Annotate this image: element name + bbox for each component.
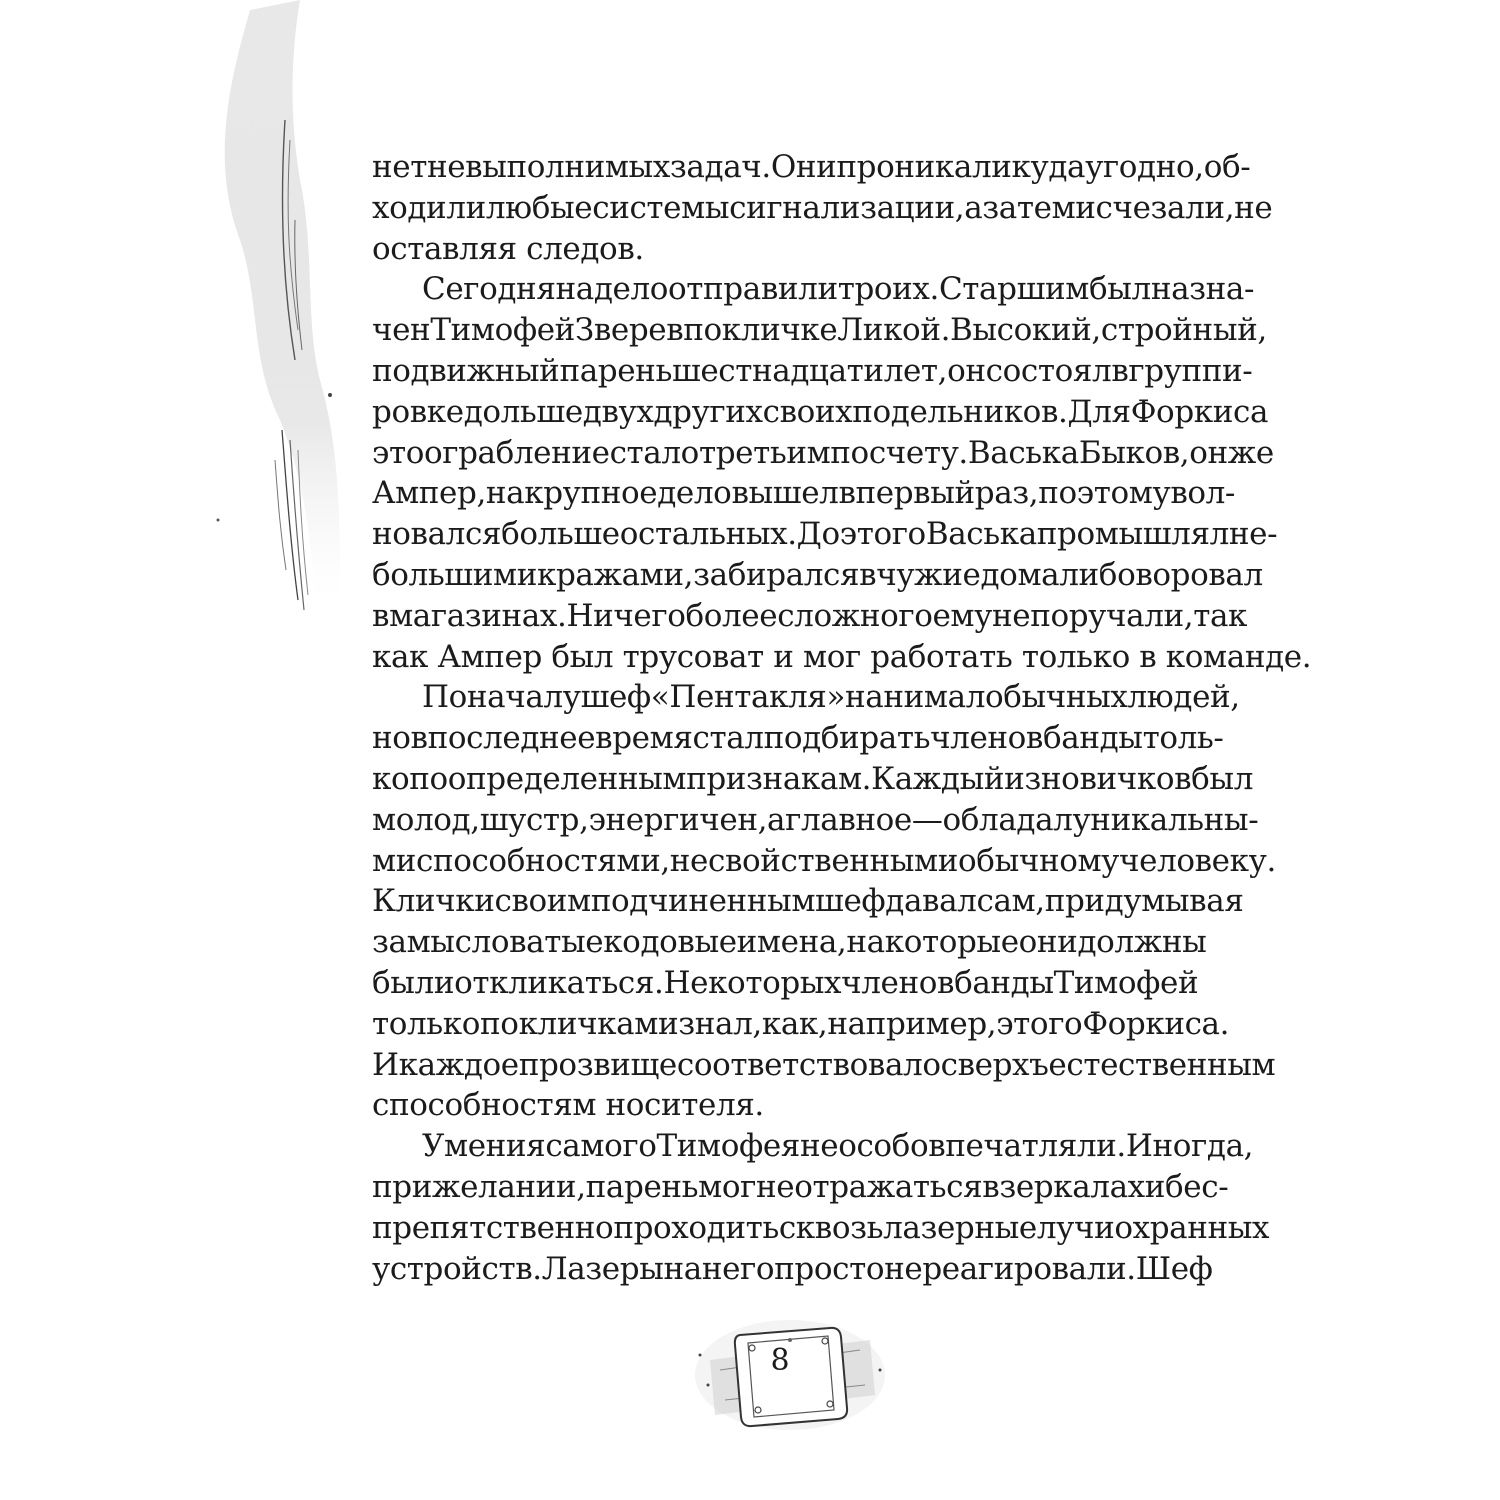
word: новался [372, 516, 502, 553]
word: и [1144, 1168, 1166, 1205]
word: дома [980, 556, 1060, 593]
word: стройный, [1100, 312, 1267, 349]
word: в [982, 1168, 1000, 1205]
word: невыполнимых [426, 149, 670, 185]
word: и [657, 1005, 679, 1042]
word: которые [884, 924, 1019, 961]
word: состоял [985, 352, 1112, 389]
word: двух [582, 393, 654, 430]
word: Умения [422, 1128, 546, 1165]
word: об- [1203, 149, 1251, 185]
word: а [964, 189, 983, 226]
text-line: как Ампер был трусоват и мог работать только в команде. [372, 638, 1312, 675]
text-line [372, 677, 1240, 718]
word: вышел [731, 475, 839, 512]
word: на [663, 1250, 702, 1287]
word: Некоторых [663, 964, 842, 1001]
word: на [846, 924, 885, 961]
paragraph-3 [372, 677, 1276, 1126]
word: более [685, 597, 778, 634]
word: в [1111, 352, 1129, 389]
word: своих [762, 393, 853, 430]
text-line [372, 1004, 1230, 1045]
word: Васька [967, 434, 1079, 471]
text-line [372, 596, 1248, 637]
text-line [372, 1126, 1254, 1167]
word: впечатляли. [928, 1128, 1126, 1165]
word: но [372, 720, 411, 757]
word: вол- [1170, 475, 1236, 512]
word: время [595, 720, 693, 757]
word: ему [932, 597, 992, 634]
text-line [372, 1045, 1276, 1086]
word: не [1234, 189, 1273, 226]
word: зеркалах [999, 1168, 1145, 1205]
word: И [372, 1046, 399, 1083]
word: До [796, 516, 840, 553]
word: в [859, 556, 877, 593]
word: своим [494, 883, 591, 920]
word: знал, [678, 1005, 762, 1042]
word: особо [838, 1128, 929, 1165]
word: Тимофей [1053, 964, 1199, 1001]
word: подвижный [372, 352, 560, 389]
word: Форкиса [1130, 393, 1269, 430]
word: отправили [668, 271, 838, 308]
word: подельников. [852, 393, 1068, 430]
paragraph-4 [372, 1126, 1270, 1289]
word: троих. [837, 271, 939, 308]
word: реагировали. [922, 1250, 1136, 1287]
word: лазерные [883, 1209, 1037, 1246]
word: забирался [693, 556, 860, 593]
word: Высокий, [950, 312, 1101, 349]
word: как, [761, 1005, 828, 1042]
word: Ликой. [837, 312, 951, 349]
word: Лазеры [541, 1250, 664, 1287]
word: — [911, 801, 943, 838]
word: человеку. [1119, 842, 1276, 879]
word: по [830, 434, 869, 471]
word: парень [585, 1168, 699, 1205]
word: признакам. [686, 760, 872, 797]
word: Старшим [938, 271, 1089, 308]
word: этого [996, 1005, 1083, 1042]
word: ограбление [423, 434, 610, 471]
word: не [799, 1128, 839, 1165]
word: обычному [958, 842, 1120, 879]
word: Каждый [871, 760, 1005, 797]
text-line [372, 922, 1207, 963]
word: этого [839, 516, 926, 553]
word: крупное [524, 475, 658, 512]
word: людей, [1127, 679, 1240, 716]
word: определенным [447, 760, 687, 797]
word: бес- [1165, 1168, 1229, 1205]
text-line [372, 147, 1251, 188]
word: магазинах. [389, 597, 567, 634]
word: просто [774, 1250, 885, 1287]
word: например, [827, 1005, 997, 1042]
word: главное [785, 801, 912, 838]
word: дело [657, 475, 732, 512]
word: способностями, [415, 842, 670, 879]
word: ходили [372, 189, 486, 226]
word: Для [1067, 393, 1131, 430]
word: не [755, 1168, 795, 1205]
word: парень [559, 352, 672, 389]
word: Быков, [1078, 434, 1190, 471]
word: соответствовало [676, 1046, 941, 1083]
word: замысловатые [372, 924, 604, 961]
word: в [838, 475, 856, 512]
word: обладал [942, 801, 1073, 838]
text-line [372, 310, 1267, 351]
word: сигнализации, [729, 189, 965, 226]
word: шеф [580, 679, 651, 716]
word: сверхъестественным [940, 1046, 1276, 1083]
word: не [669, 842, 709, 879]
word: Форкиса. [1082, 1005, 1230, 1042]
word: промышлял [1036, 516, 1229, 553]
text-line: способностям носителя. [372, 1087, 764, 1124]
word: давал [885, 883, 977, 920]
text-line [372, 1167, 1229, 1208]
word: ми [372, 842, 416, 879]
word: счету. [868, 434, 968, 471]
word: исчезали, [1075, 189, 1235, 226]
word: не [884, 1250, 923, 1287]
word: подчиненным [590, 883, 816, 920]
word: обычных [985, 679, 1128, 716]
word: больше [501, 516, 620, 553]
paragraph-1 [372, 147, 1273, 269]
word: так [1193, 597, 1248, 634]
word: членов [841, 964, 955, 1001]
word: не [991, 597, 1031, 634]
word: «Пентакля» [650, 679, 846, 716]
word: желании, [431, 1168, 586, 1205]
word: в [372, 597, 390, 634]
word: дольше [463, 393, 583, 430]
word: устройств. [372, 1250, 542, 1287]
word: лучи [1036, 1209, 1115, 1246]
word: из [1004, 760, 1041, 797]
word: Зверев [574, 312, 684, 349]
text-line [372, 188, 1273, 229]
word: в [410, 720, 428, 757]
text-line [372, 759, 1253, 800]
word: был [1191, 760, 1253, 797]
text-line [372, 555, 1263, 596]
word: кодовые [603, 924, 737, 961]
word: же [1227, 434, 1274, 471]
word: толь- [1142, 720, 1224, 757]
word: затем [982, 189, 1076, 226]
word: Они [770, 149, 837, 185]
word: они [1018, 924, 1078, 961]
word: имена, [736, 924, 847, 961]
word: куда [1011, 149, 1086, 185]
word: каждое [398, 1046, 519, 1083]
word: шестнадцати [671, 352, 884, 389]
word: охранных [1114, 1209, 1270, 1246]
word: первый [855, 475, 975, 512]
text-line [372, 351, 1253, 392]
word: по [409, 760, 448, 797]
word: Тимофей [430, 312, 575, 349]
word: он [1189, 434, 1228, 471]
word: Тимофея [656, 1128, 800, 1165]
word: прозвище [518, 1046, 677, 1083]
word: чужие [876, 556, 981, 593]
word: нет [372, 149, 427, 185]
text-line: оставляя следов. [372, 230, 644, 267]
word: банды [954, 964, 1054, 1001]
word: а [767, 801, 786, 838]
word: задач. [669, 149, 771, 185]
word: самого [545, 1128, 657, 1165]
word: чен [372, 312, 431, 349]
word: ко [372, 760, 410, 797]
word: кражами, [536, 556, 694, 593]
word: ровке [372, 393, 464, 430]
word: отражаться [794, 1168, 983, 1205]
word: системы [592, 189, 730, 226]
word: по [480, 1005, 519, 1042]
word: это [372, 434, 424, 471]
word: сквозь [778, 1209, 884, 1246]
word: откликаться. [454, 964, 664, 1001]
word: остальных. [619, 516, 797, 553]
word: мог [698, 1168, 756, 1205]
word: Сегодня [422, 271, 556, 308]
word: проникали [836, 149, 1012, 185]
word: были [372, 964, 455, 1001]
word: Иногда, [1125, 1128, 1254, 1165]
paragraph-2 [372, 269, 1312, 677]
page-number: 8 [770, 1343, 790, 1378]
word: поэтому [1038, 475, 1171, 512]
word: новичков [1040, 760, 1192, 797]
word: членов [930, 720, 1043, 757]
word: третьим [698, 434, 831, 471]
word: энергичен, [588, 801, 768, 838]
word: Шеф [1135, 1250, 1213, 1287]
word: стал [692, 720, 764, 757]
word: молод, [372, 801, 480, 838]
word: любые [485, 189, 593, 226]
text-line [372, 433, 1274, 474]
word: Васька [925, 516, 1037, 553]
word: проходить [613, 1209, 779, 1246]
word: сложного [777, 597, 933, 634]
word: он [947, 352, 986, 389]
word: стало [609, 434, 699, 471]
word: только [372, 1005, 481, 1042]
text-line [372, 1249, 1213, 1290]
body-text [372, 147, 1312, 1289]
word: воровал [1135, 556, 1263, 593]
word: большими [372, 556, 537, 593]
word: свойственными [708, 842, 959, 879]
word: других [653, 393, 763, 430]
word: препятственно [372, 1209, 614, 1246]
text-line [372, 800, 1259, 841]
word: подбирать [763, 720, 931, 757]
text-line [372, 392, 1269, 433]
word: Клички [372, 883, 495, 920]
word: был [1088, 271, 1151, 308]
brush-stroke-decoration-icon [190, 0, 370, 620]
word: на [555, 271, 594, 308]
word: раз, [974, 475, 1039, 512]
text-line [372, 514, 1278, 555]
text-line [372, 963, 1198, 1004]
word: Ампер, [372, 475, 486, 512]
word: угодно, [1085, 149, 1204, 185]
word: либо [1059, 556, 1136, 593]
word: группи- [1128, 352, 1253, 389]
word: банды [1043, 720, 1143, 757]
word: Ничего [566, 597, 686, 634]
text-line [372, 1208, 1270, 1249]
word: назна- [1150, 271, 1255, 308]
text-line [372, 841, 1276, 882]
word: кличке [721, 312, 838, 349]
text-line [372, 269, 1255, 310]
word: на [485, 475, 525, 512]
word: Поначалу [422, 679, 581, 716]
word: шустр, [479, 801, 589, 838]
word: уникальны- [1072, 801, 1259, 838]
text-line [372, 881, 1244, 922]
word: последнее [427, 720, 596, 757]
word: него [701, 1250, 775, 1287]
word: дело [593, 271, 669, 308]
word: не- [1228, 516, 1278, 553]
word: придумывая [1044, 883, 1244, 920]
word: по [683, 312, 722, 349]
word: лет, [883, 352, 948, 389]
text-line [372, 473, 1236, 514]
word: при [372, 1168, 432, 1205]
word: поручали, [1030, 597, 1194, 634]
word: сам, [976, 883, 1045, 920]
word: должны [1077, 924, 1207, 961]
word: кличкам [518, 1005, 658, 1042]
word: нанимал [845, 679, 985, 716]
text-line [372, 718, 1224, 759]
word: шеф [815, 883, 886, 920]
